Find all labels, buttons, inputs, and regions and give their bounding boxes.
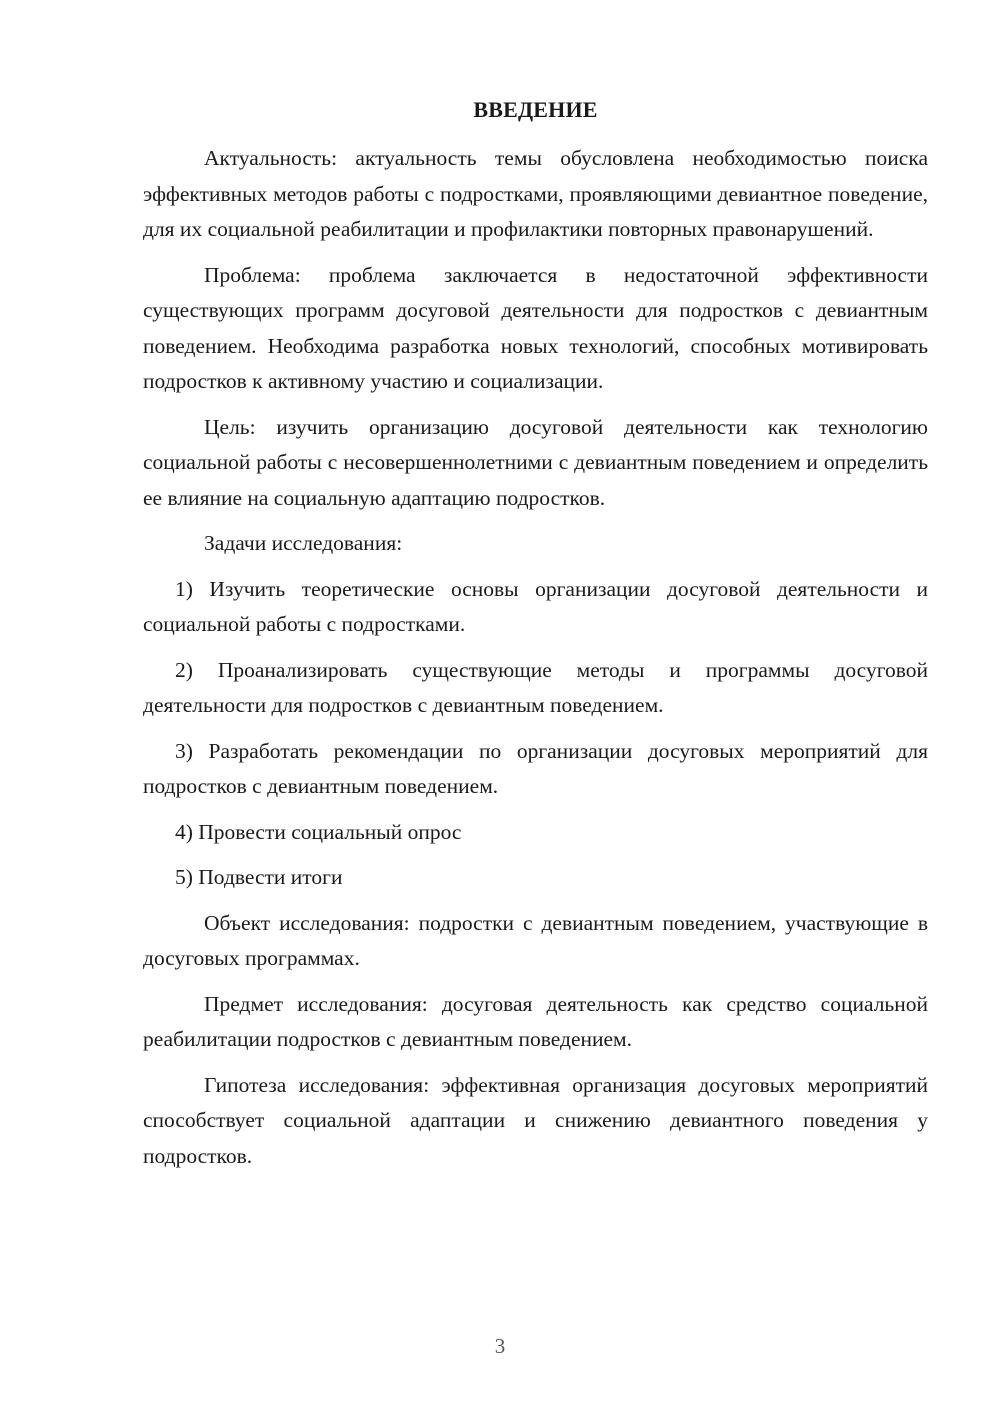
task-item-2: 2) Проанализировать существующие методы и программы досуговой деятельности для подростков с девиантным поведением. — [143, 657, 928, 717]
page-title: ВВЕДЕНИЕ — [473, 97, 598, 122]
goal-paragraph: Цель: изучить организацию досуговой деятельности как технологию социальной работы с несовершеннолетними с девиантным поведением и определить ее влияние на социальную адаптацию подростков. — [143, 414, 928, 510]
relevance-paragraph: Актуальность: актуальность темы обусловлена необходимостью поиска эффективных методов работы с подростками, проявляющими девиантное поведение, для их социальной реабилитации и профилактики повторных правонарушений. — [143, 146, 928, 241]
subject-paragraph: Предмет исследования: досуговая деятельность как средство социальной реабилитации подростков с девиантным поведением. — [143, 991, 928, 1051]
task-item-5: 5) Подвести итоги — [175, 865, 343, 889]
task-item-3: 3) Разработать рекомендации по организации досуговых мероприятий для подростков с девиантным поведением. — [143, 738, 928, 798]
task-item-4: 4) Провести социальный опрос — [175, 819, 462, 844]
tasks-title: Задачи исследования: — [204, 531, 403, 555]
document-page — [143, 95, 928, 1184]
page-number: 3 — [494, 1334, 506, 1358]
task-item-1: 1) Изучить теоретические основы организации досуговой деятельности и социальной работы с подростками. — [143, 576, 928, 636]
object-paragraph: Объект исследования: подростки с девиантным поведением, участвующие в досуговых программах. — [143, 910, 928, 970]
problem-paragraph: Проблема: проблема заключается в недостаточной эффективности существующих программ досуговой деятельности для подростков с девиантным поведением. Необходима разработка новых технологий, способных мотивировать подростков к активному участию и социализации. — [143, 262, 928, 393]
hypothesis-paragraph: Гипотеза исследования: эффективная организация досуговых мероприятий способствует социальной адаптации и снижению девиантного поведения у подростков. — [143, 1072, 928, 1168]
